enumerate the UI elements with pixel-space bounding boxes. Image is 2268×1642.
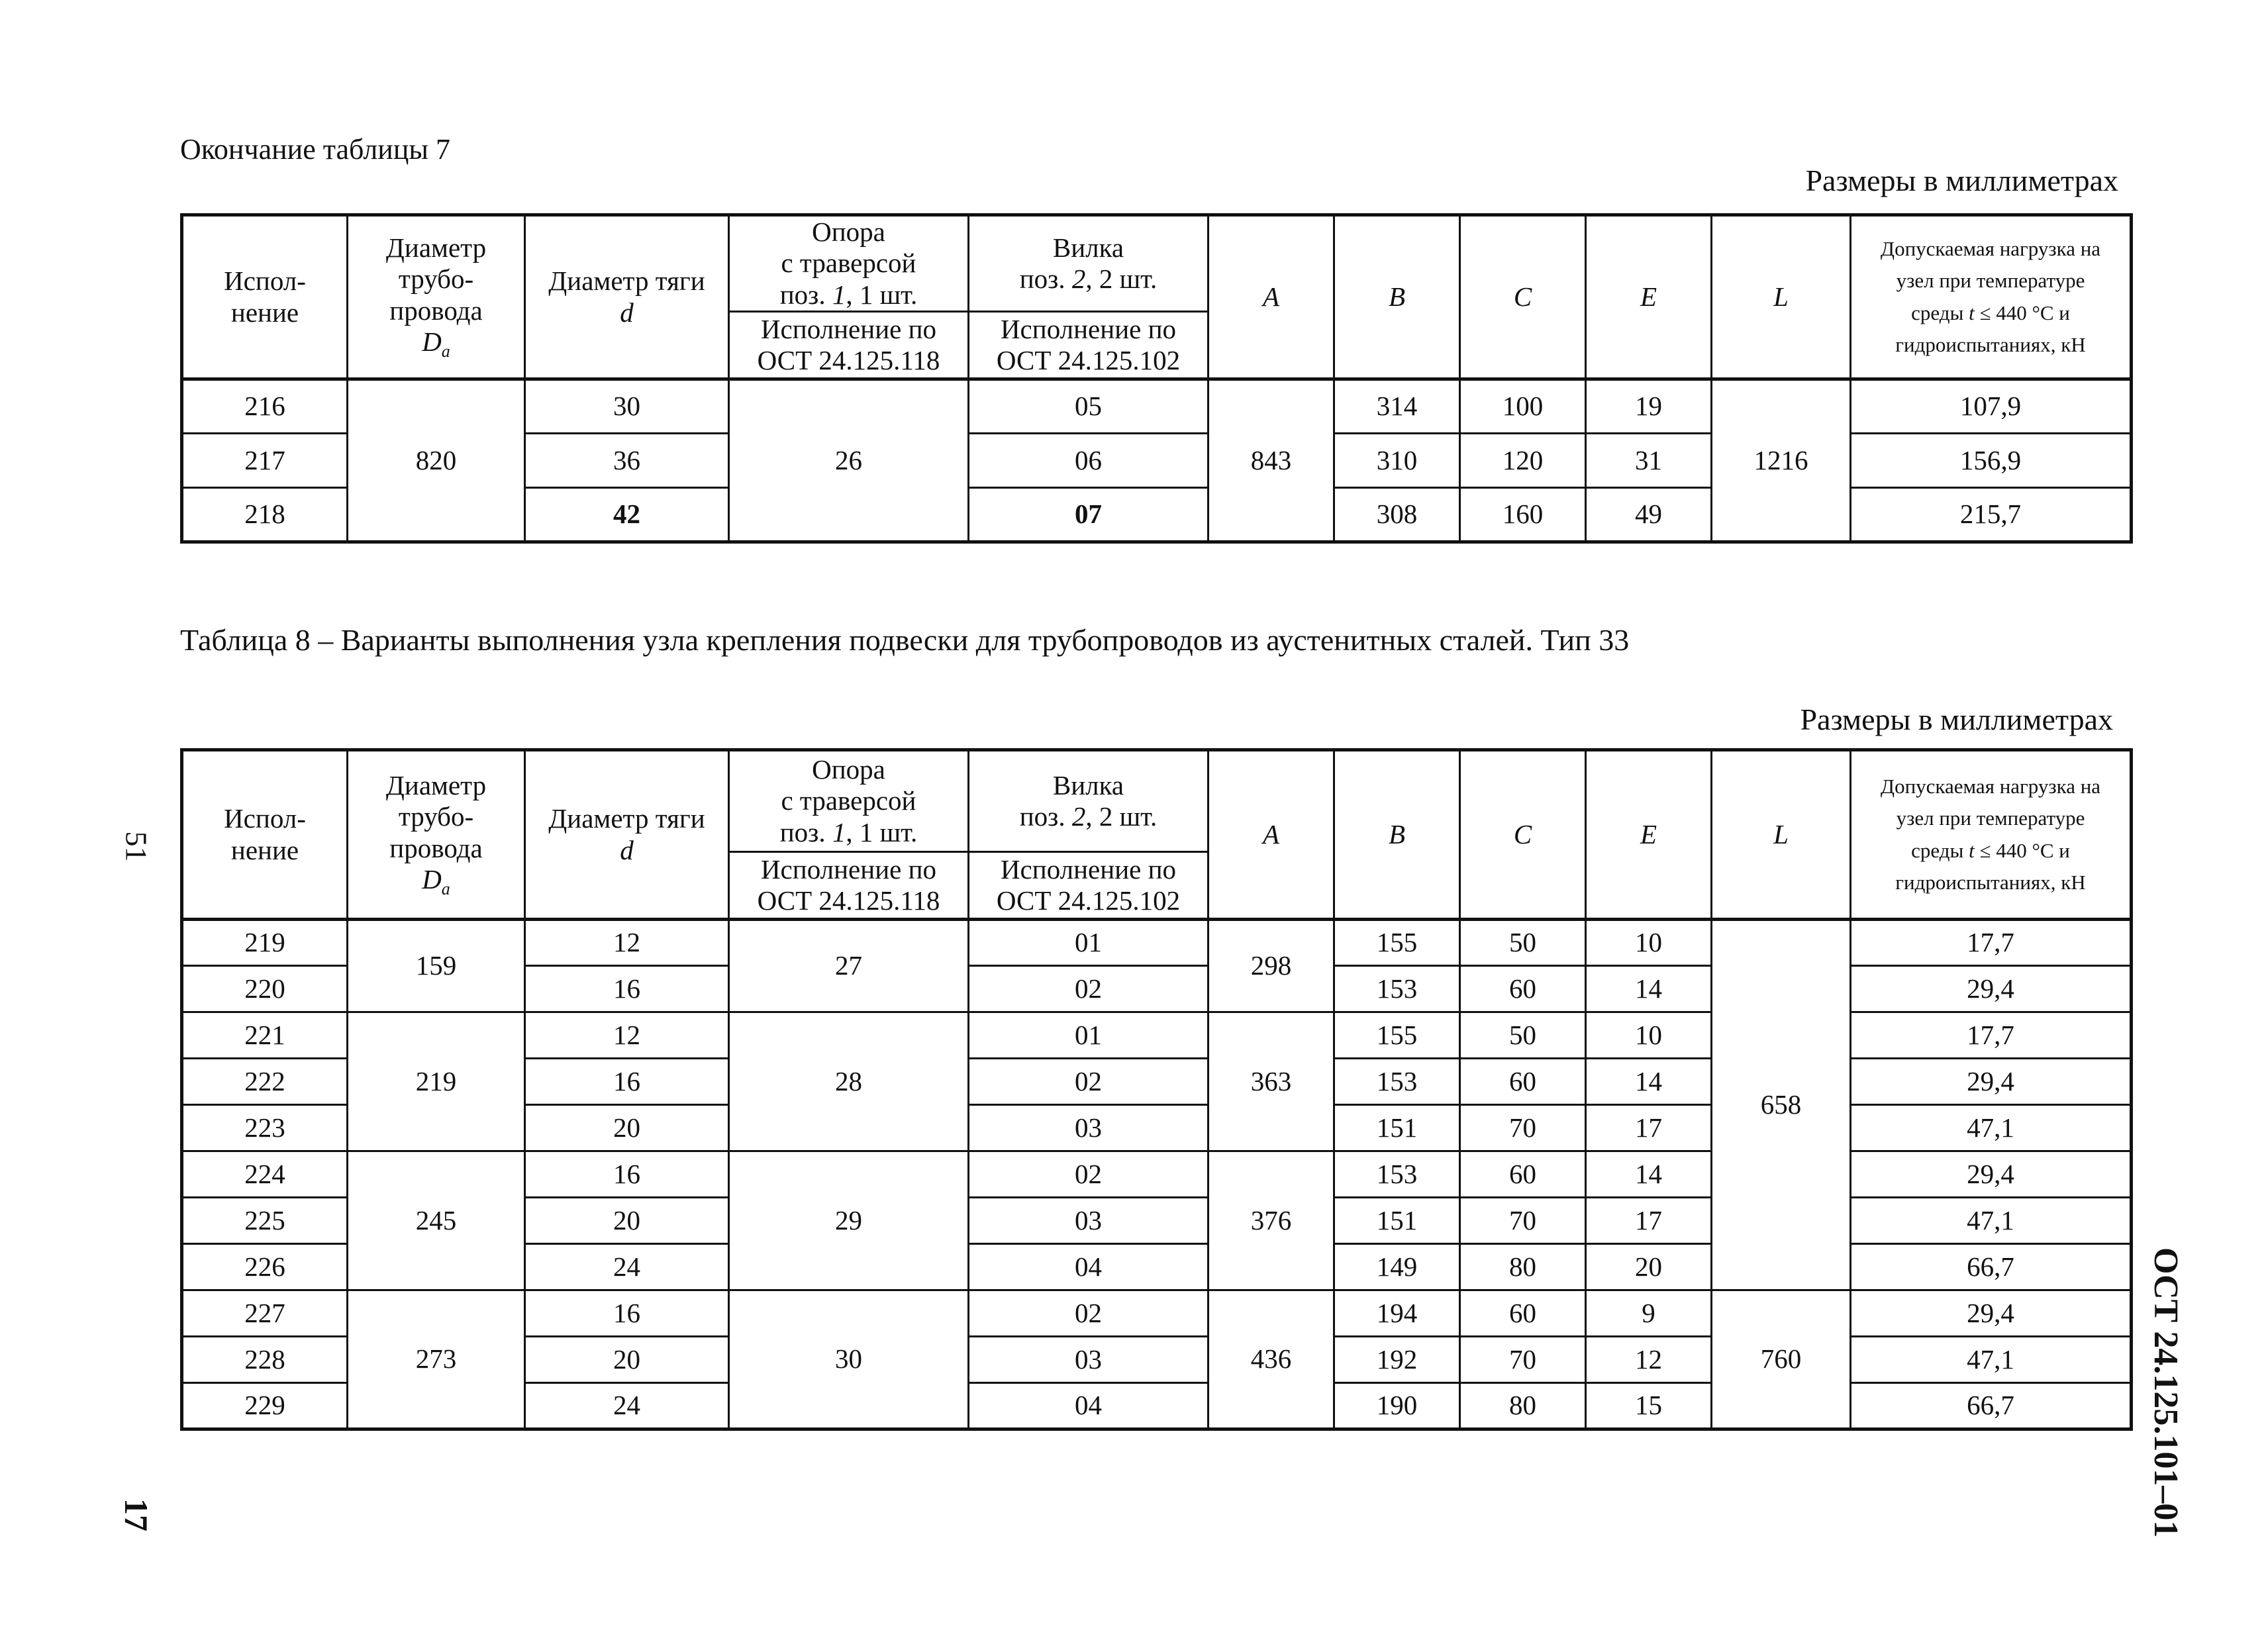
table-cell: 20	[1586, 1244, 1712, 1290]
table-cell: 222	[182, 1059, 348, 1105]
header-support: Опора с траверсой поз. 1, 1 шт.	[729, 215, 969, 312]
table-cell: 29,4	[1851, 1059, 2132, 1105]
table-cell: 60	[1460, 966, 1586, 1012]
table-cell: 47,1	[1851, 1337, 2132, 1383]
header-b: B	[1334, 215, 1460, 379]
table-cell: 194	[1334, 1290, 1460, 1337]
table-cell: 29,4	[1851, 966, 2132, 1012]
table-cell: 100	[1460, 379, 1586, 434]
header-l: L	[1712, 215, 1851, 379]
table-cell: 219	[182, 920, 348, 966]
table-cell: 107,9	[1851, 379, 2132, 434]
header-load: Допускаемая нагрузка на узел при температуре среды t ≤ 440 °С и гидроиспытаниях, кН	[1851, 750, 2132, 920]
table-cell: 07	[969, 488, 1208, 542]
table-cell: 47,1	[1851, 1105, 2132, 1151]
table-cell: 70	[1460, 1198, 1586, 1244]
header-ispolnenie: Испол- нение	[182, 750, 348, 920]
table-cell: 80	[1460, 1383, 1586, 1429]
table-cell: 10	[1586, 920, 1712, 966]
header-diameter-pipe: Диаметр трубо- провода $D_a$	[348, 215, 525, 379]
table8-caption: Таблица 8 – Варианты выполнения узла крепления подвески для трубопроводов из аустенитных сталей. Тип 33	[180, 623, 1630, 657]
symbol-da: $D_a$	[422, 326, 450, 361]
table-cell: 60	[1460, 1290, 1586, 1337]
header-a: A	[1208, 215, 1334, 379]
table-cell: 223	[182, 1105, 348, 1151]
table-cell: 02	[969, 966, 1208, 1012]
document-code: ОСТ 24.125.101–01	[2147, 1247, 2185, 1538]
table-cell: 16	[525, 966, 729, 1012]
table-cell: 229	[182, 1383, 348, 1429]
table-cell: 60	[1460, 1059, 1586, 1105]
table-cell: 29,4	[1851, 1290, 2132, 1337]
table-cell: 14	[1586, 966, 1712, 1012]
table-cell: 29,4	[1851, 1151, 2132, 1198]
table-cell: 215,7	[1851, 488, 2132, 542]
table-cell: 314	[1334, 379, 1460, 434]
table-cell: 155	[1334, 920, 1460, 966]
table-cell: 17,7	[1851, 920, 2132, 966]
header-ispolnenie: Испол- нение	[182, 215, 348, 379]
table-cell: 01	[969, 1012, 1208, 1059]
table-cell: 308	[1334, 488, 1460, 542]
table-cell: 190	[1334, 1383, 1460, 1429]
table-cell: 159	[348, 920, 525, 1012]
table-cell: 17,7	[1851, 1012, 2132, 1059]
table-cell: 217	[182, 434, 348, 488]
table-cell: 9	[1586, 1290, 1712, 1337]
table-cell: 30	[525, 379, 729, 434]
table-cell: 49	[1586, 488, 1712, 542]
header-diameter-pipe: Диаметр трубо- провода $D_a$	[348, 750, 525, 920]
table-cell: 29	[729, 1151, 969, 1290]
header-l: L	[1712, 750, 1851, 920]
table-cell: 70	[1460, 1105, 1586, 1151]
table-cell: 15	[1586, 1383, 1712, 1429]
table-cell: 149	[1334, 1244, 1460, 1290]
table-cell: 05	[969, 379, 1208, 434]
table-cell: 225	[182, 1198, 348, 1244]
table-cell: 19	[1586, 379, 1712, 434]
table-cell: 02	[969, 1151, 1208, 1198]
table7-caption: Окончание таблицы 7	[180, 133, 450, 166]
header-support: Опора с траверсой поз. 1, 1 шт.	[729, 750, 969, 852]
table-cell: 20	[525, 1337, 729, 1383]
table-cell: 218	[182, 488, 348, 542]
table7-units: Размеры в миллиметрах	[1805, 164, 2118, 197]
table-cell: 24	[525, 1244, 729, 1290]
table-cell: 14	[1586, 1059, 1712, 1105]
table-cell: 16	[525, 1151, 729, 1198]
table-cell: 06	[969, 434, 1208, 488]
table7	[180, 213, 2133, 544]
table-cell: 03	[969, 1105, 1208, 1151]
table-cell: 01	[969, 920, 1208, 966]
table-cell: 160	[1460, 488, 1586, 542]
table-cell: 30	[729, 1290, 969, 1429]
header-fork: Вилка поз. 2, 2 шт.	[969, 750, 1208, 852]
table-cell: 151	[1334, 1198, 1460, 1244]
table-cell: 120	[1460, 434, 1586, 488]
header-b: B	[1334, 750, 1460, 920]
table-cell: 17	[1586, 1105, 1712, 1151]
table-cell: 226	[182, 1244, 348, 1290]
margin-page-number-bottom: 17	[118, 1498, 155, 1531]
table-cell: 192	[1334, 1337, 1460, 1383]
table-cell: 153	[1334, 1151, 1460, 1198]
table-cell: 151	[1334, 1105, 1460, 1151]
table-cell: 50	[1460, 1012, 1586, 1059]
table-cell: 12	[1586, 1337, 1712, 1383]
table-cell: 16	[525, 1059, 729, 1105]
header-support-sub: Исполнение по ОСТ 24.125.118	[729, 852, 969, 920]
table-cell: 221	[182, 1012, 348, 1059]
table-cell: 216	[182, 379, 348, 434]
table-cell: 42	[525, 488, 729, 542]
table-cell: 298	[1208, 920, 1334, 1012]
table-cell: 02	[969, 1290, 1208, 1337]
table-cell: 1216	[1712, 379, 1851, 542]
table-cell: 12	[525, 920, 729, 966]
table-cell: 31	[1586, 434, 1712, 488]
margin-page-number-top: 51	[119, 831, 154, 861]
header-fork: Вилка поз. 2, 2 шт.	[969, 215, 1208, 312]
table-cell: 26	[729, 379, 969, 542]
table-cell: 153	[1334, 966, 1460, 1012]
header-load: Допускаемая нагрузка на узел при температуре среды t ≤ 440 °С и гидроиспытаниях, кН	[1851, 215, 2132, 379]
table-cell: 14	[1586, 1151, 1712, 1198]
table-cell: 20	[525, 1198, 729, 1244]
table-cell: 24	[525, 1383, 729, 1429]
table-cell: 50	[1460, 920, 1586, 966]
table-cell: 04	[969, 1383, 1208, 1429]
table8	[180, 748, 2133, 1431]
table-cell: 60	[1460, 1151, 1586, 1198]
table-cell: 02	[969, 1059, 1208, 1105]
table-cell: 843	[1208, 379, 1334, 542]
table-cell: 310	[1334, 434, 1460, 488]
header-c: C	[1460, 750, 1586, 920]
table-cell: 220	[182, 966, 348, 1012]
table-cell: 376	[1208, 1151, 1334, 1290]
table-cell: 66,7	[1851, 1244, 2132, 1290]
table-cell: 04	[969, 1244, 1208, 1290]
table-cell: 273	[348, 1290, 525, 1429]
header-fork-sub: Исполнение по ОСТ 24.125.102	[969, 312, 1208, 379]
table-cell: 363	[1208, 1012, 1334, 1151]
table-cell: 36	[525, 434, 729, 488]
table-cell: 28	[729, 1012, 969, 1151]
header-diameter-rod: Диаметр тяги d	[525, 750, 729, 920]
table-cell: 27	[729, 920, 969, 1012]
header-fork-sub: Исполнение по ОСТ 24.125.102	[969, 852, 1208, 920]
table-cell: 228	[182, 1337, 348, 1383]
table-cell: 12	[525, 1012, 729, 1059]
table-cell: 17	[1586, 1198, 1712, 1244]
table8-units: Размеры в миллиметрах	[1800, 702, 2113, 736]
symbol-da: $D_a$	[422, 863, 450, 898]
header-diameter-rod: Диаметр тяги d	[525, 215, 729, 379]
table-cell: 436	[1208, 1290, 1334, 1429]
header-e: E	[1586, 215, 1712, 379]
table-cell: 66,7	[1851, 1383, 2132, 1429]
table-cell: 20	[525, 1105, 729, 1151]
table-cell: 219	[348, 1012, 525, 1151]
table-cell: 03	[969, 1337, 1208, 1383]
table-cell: 70	[1460, 1337, 1586, 1383]
table-cell: 47,1	[1851, 1198, 2132, 1244]
table-cell: 156,9	[1851, 434, 2132, 488]
header-c: C	[1460, 215, 1586, 379]
table-cell: 16	[525, 1290, 729, 1337]
table-cell: 760	[1712, 1290, 1851, 1429]
table-cell: 224	[182, 1151, 348, 1198]
table-cell: 227	[182, 1290, 348, 1337]
table-cell: 153	[1334, 1059, 1460, 1105]
header-e: E	[1586, 750, 1712, 920]
table-cell: 155	[1334, 1012, 1460, 1059]
header-support-sub: Исполнение по ОСТ 24.125.118	[729, 312, 969, 379]
table-cell: 80	[1460, 1244, 1586, 1290]
table-cell: 10	[1586, 1012, 1712, 1059]
table-cell: 658	[1712, 920, 1851, 1290]
table-cell: 245	[348, 1151, 525, 1290]
table-cell: 820	[348, 379, 525, 542]
header-a: A	[1208, 750, 1334, 920]
table-cell: 03	[969, 1198, 1208, 1244]
